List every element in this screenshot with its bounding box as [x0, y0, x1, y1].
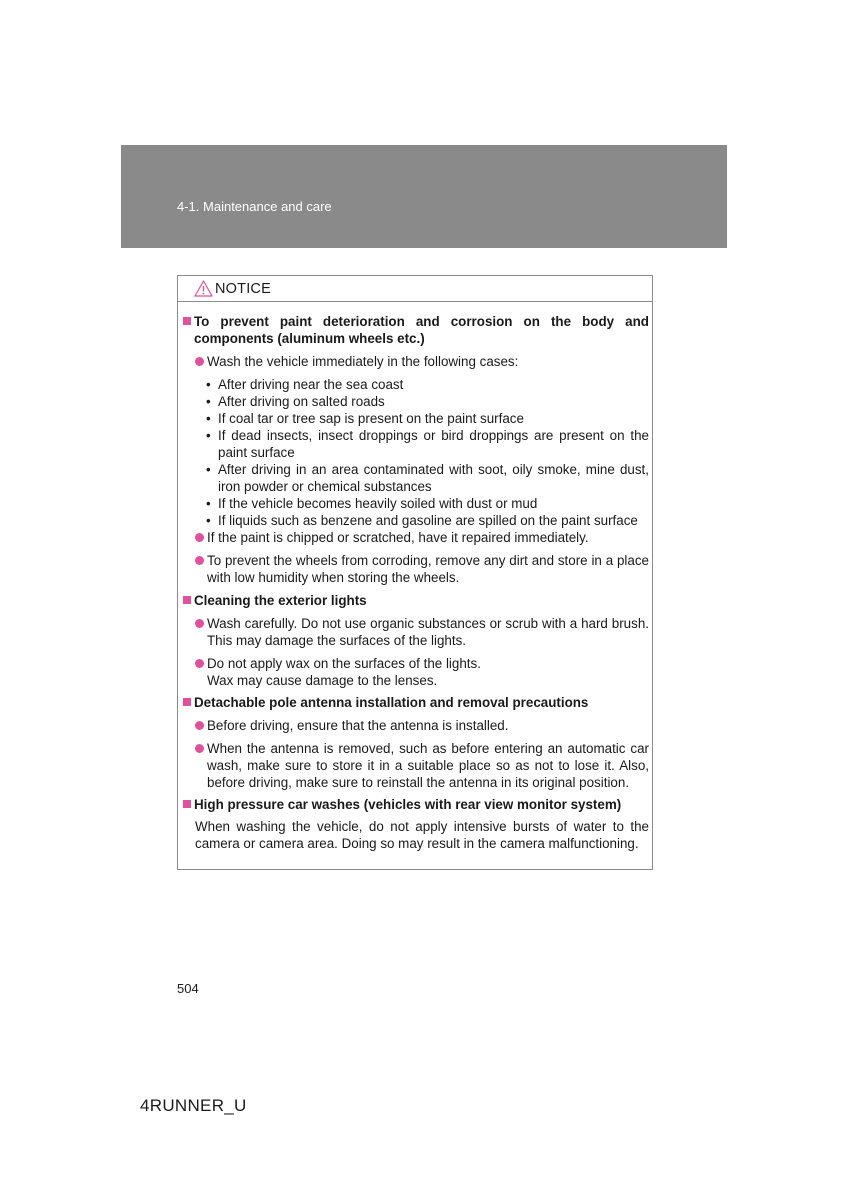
list-item: When the antenna is removed, such as before entering an automatic car wash, make sure to store it in a suitable place so as not to lose it. Also, before driving, make sure to reinstall the antenna in its original position. — [182, 740, 649, 791]
sub-list-item: • After driving in an area contaminated with soot, oily smoke, mine dust, iron powder or chemical substances — [206, 462, 649, 494]
section-heading: Cleaning the exterior lights — [182, 592, 649, 609]
list-item: Wash carefully. Do not use organic substances or scrub with a hard brush. This may damage the surfaces of the lights. — [182, 615, 649, 649]
square-bullet-icon — [183, 596, 191, 604]
section-heading: High pressure car washes (vehicles with rear view monitor system) — [182, 796, 649, 813]
sub-list-item: • If dead insects, insect droppings or bird droppings are present on the paint surface — [206, 428, 649, 460]
square-bullet-icon — [183, 800, 191, 808]
circle-bullet-icon — [195, 357, 204, 366]
notice-box — [177, 275, 653, 870]
notice-title: NOTICE — [215, 281, 271, 297]
section-label: 4-1. Maintenance and care — [177, 199, 332, 214]
sub-list-item: • After driving near the sea coast — [206, 377, 404, 392]
sub-list-item: • If the vehicle becomes heavily soiled with dust or mud — [206, 496, 538, 511]
list-item: If the paint is chipped or scratched, have it repaired immediately. — [182, 529, 649, 546]
section-heading: To prevent paint deterioration and corrosion on the body and components (aluminum wheels etc.) — [182, 313, 649, 347]
circle-bullet-icon — [195, 556, 204, 565]
circle-bullet-icon — [195, 533, 204, 542]
square-bullet-icon — [183, 698, 191, 706]
chapter-header-band — [121, 145, 727, 248]
circle-bullet-icon — [195, 721, 204, 730]
list-item: Do not apply wax on the surfaces of the lights. Wax may cause damage to the lenses. — [182, 655, 649, 689]
list-item: Wash the vehicle immediately in the following cases: — [182, 353, 649, 370]
list-item: To prevent the wheels from corroding, remove any dirt and store in a place with low humidity when storing the wheels. — [182, 552, 649, 586]
circle-bullet-icon — [195, 619, 204, 628]
page-number: 504 — [177, 981, 199, 996]
circle-bullet-icon — [195, 659, 204, 668]
section-heading: Detachable pole antenna installation and removal precautions — [182, 694, 649, 711]
notice-content — [182, 313, 649, 852]
list-item: Before driving, ensure that the antenna is installed. — [182, 717, 649, 734]
notice-header — [178, 276, 652, 302]
paragraph: When washing the vehicle, do not apply intensive bursts of water to the camera or camera area. Doing so may result in the camera malfunctioning. — [195, 819, 649, 851]
sub-list-item: • If coal tar or tree sap is present on the paint surface — [206, 411, 524, 426]
document-code: 4RUNNER_U — [140, 1096, 247, 1115]
sub-list-item: • If liquids such as benzene and gasoline are spilled on the paint surface — [206, 513, 638, 528]
circle-bullet-icon — [195, 744, 204, 753]
sub-list-item: • After driving on salted roads — [206, 394, 385, 409]
warning-triangle-icon — [194, 280, 213, 297]
square-bullet-icon — [183, 317, 191, 325]
